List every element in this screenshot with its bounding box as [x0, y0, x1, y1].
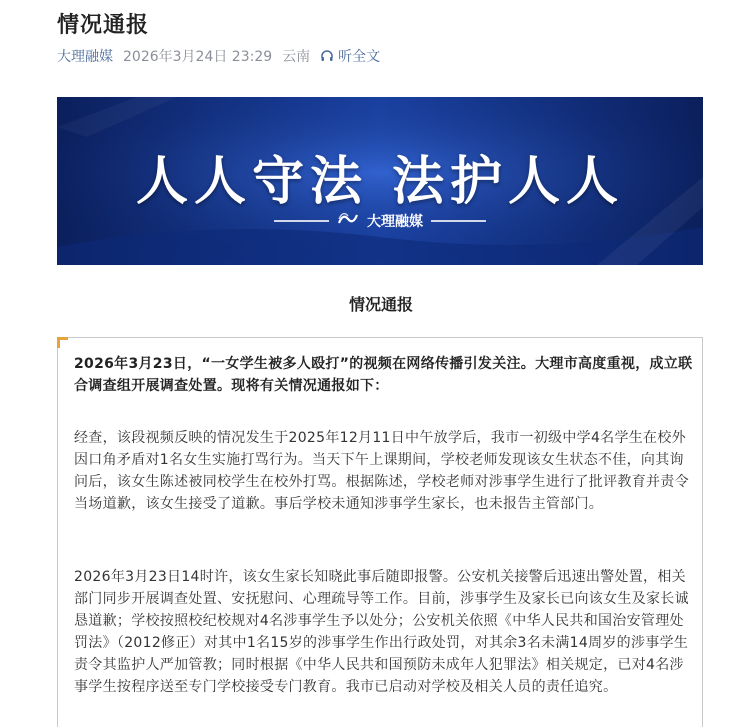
article-title: 情况通报: [57, 13, 150, 38]
notice-paragraph-2: 经查，该段视频反映的情况发生于2025年12月11日中午放学后，我市一初级中学4名学生在校外因口角矛盾对1名女生实施打骂行为。当天下午上课期间，学校老师发现该女生状态不佳，向其询问后，该女生陈述被同校学生在校外打骂。根据陈述，学校老师对涉事学生进行了批评教育并责令当场道歉，该女生接受了道歉。事后学校未通知涉事学生家长，也未报告主管部门。: [74, 430, 689, 512]
banner-slogan: 人人守法 法护人人: [135, 152, 625, 212]
divider-line: [431, 220, 486, 222]
notice-title: 情况通报: [348, 295, 413, 314]
banner-brand-row: [57, 211, 703, 231]
notice-paragraph-1: 2026年3月23日，“一女学生被多人殴打”的视频在网络传播引发关注。大理市高度重视，成立联合调查组开展调查处置。现将有关情况通报如下：: [74, 356, 693, 394]
notice-paragraph-3: 2026年3月23日14时许，该女生家长知晓此事后随即报警。公安机关接警后迅速出警处置，相关部门同步开展调查处置、安抚慰问、心理疏导等工作。目前，涉事学生及家长已向该女生及家长诚恳道歉；学校按照校纪校规对4名涉事学生予以处分；公安机关依照《中华人民共和国治安管理处罚法》（2012修正）对其中1名15岁的涉事学生作出行政处罚，对其余3名未满14周岁的涉事学生责令其监护人严加管教；同时根据《中华人民共和国预防未成年人犯罪法》相关规定，已对4名涉事学生按程序送至专门学校接受专门教育。我市已启动对学校及相关人员的责任追究。: [74, 569, 689, 695]
corner-accent: [57, 337, 68, 348]
listen-label: 听全文: [338, 49, 381, 65]
banner-image: [57, 97, 703, 265]
brand-text: 大理融媒: [367, 214, 423, 230]
source-name[interactable]: 大理融媒: [57, 49, 113, 65]
listen-button[interactable]: [320, 46, 380, 66]
headphone-icon: [320, 49, 334, 63]
publish-time: 2026年3月24日 23:29: [123, 49, 273, 65]
region-label: 云南: [282, 49, 311, 65]
brand-logo-icon: [337, 211, 359, 231]
divider-line: [274, 220, 329, 222]
article-meta: [57, 46, 380, 66]
